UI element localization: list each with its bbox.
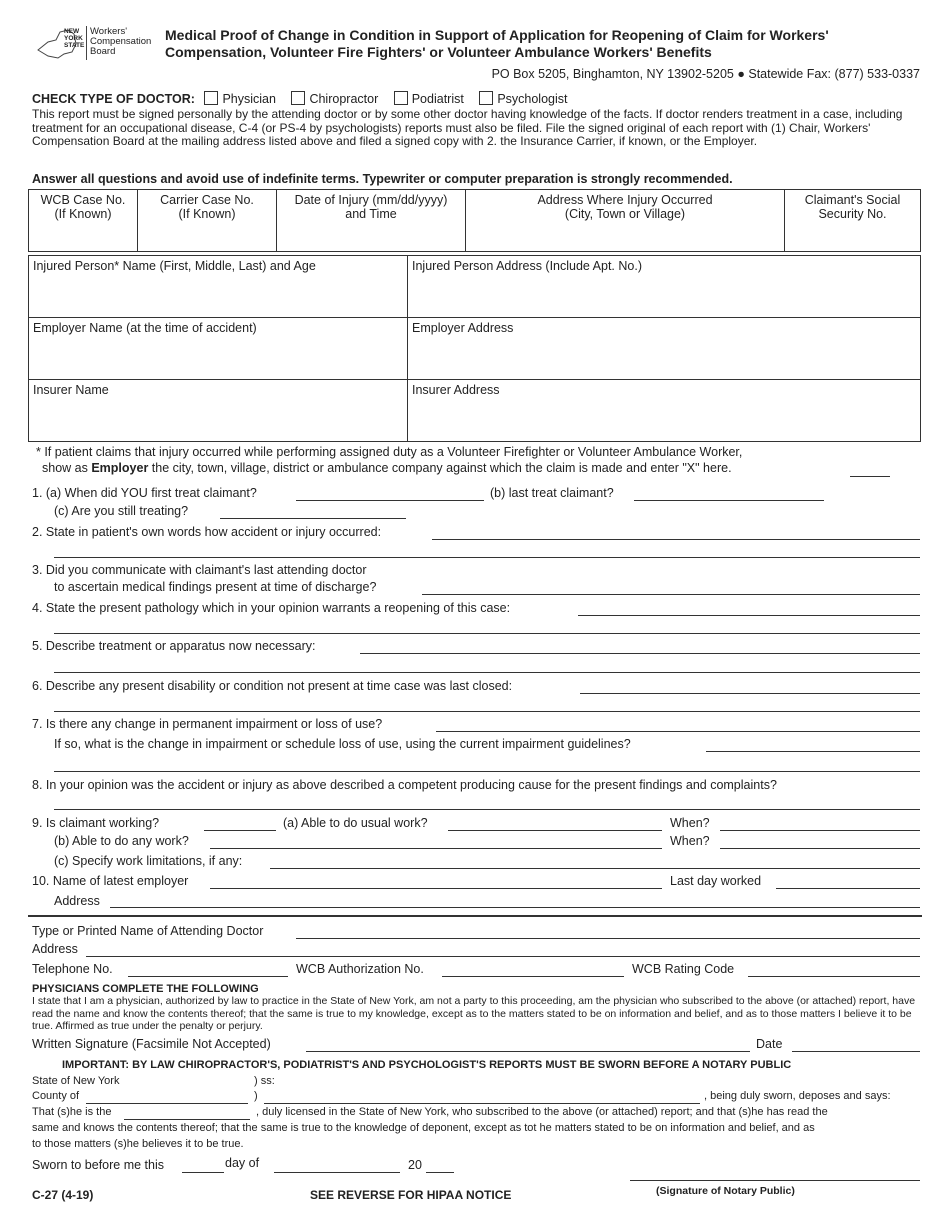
wcb-rating-label: WCB Rating Code <box>632 962 735 976</box>
q10-address-label: Address <box>54 894 100 908</box>
notary-signature-field[interactable] <box>630 1180 920 1181</box>
date-of-injury-sub: and Time <box>345 207 397 221</box>
q8-field[interactable] <box>54 809 920 810</box>
form-title: Medical Proof of Change in Condition in Support of Application for Reopening of Claim for Workers' Compensation, Volunteer Fire Fighters' or Volunteer Ambulance Workers' Benefits <box>165 27 829 60</box>
carrier-case-cell[interactable] <box>138 190 277 252</box>
q7b-field-1[interactable] <box>706 751 920 752</box>
q10-field[interactable] <box>210 888 662 889</box>
psychologist-label: Psychologist <box>497 92 568 106</box>
doctor-type-label: CHECK TYPE OF DOCTOR: <box>32 92 195 106</box>
q6-field-1[interactable] <box>580 693 920 694</box>
section-divider <box>28 915 922 917</box>
notary-line2: same and knows the contents thereof; that the same is true to the knowledge of deponent, except as tot he matters stated to be on information and belief, and as <box>32 1122 815 1134</box>
podiatrist-checkbox[interactable] <box>394 91 408 105</box>
q10-address-field[interactable] <box>110 907 920 908</box>
doctor-name-field[interactable] <box>296 938 920 939</box>
q1c-field[interactable] <box>220 518 406 519</box>
county-field[interactable] <box>86 1103 248 1104</box>
form-number: C-27 (4-19) <box>32 1188 94 1202</box>
telephone-field[interactable] <box>128 976 288 977</box>
doctor-address-label: Address <box>32 942 78 956</box>
q4-field-2[interactable] <box>54 633 920 634</box>
q2-label: 2. State in patient's own words how accident or injury occurred: <box>32 525 382 539</box>
footnote-pre: show as <box>42 461 92 475</box>
insurer-name-cell[interactable] <box>29 380 408 442</box>
wcb-case-sub: (If Known) <box>54 207 112 221</box>
ssn-cell[interactable] <box>785 190 921 252</box>
physicians-statement: I state that I am a physician, authorized by law to practice in the State of New York, am not a party to this proceeding, am the physician who subscribed to the above (or attached) report, have read the name and know the contents thereof; that the same is true to my knowledge, except as to the matters stated to be on information and belief, and as to those matters I believe it to be true. Affirmed as true under the penalty or perjury. <box>32 995 916 1032</box>
hipaa-notice: SEE REVERSE FOR HIPAA NOTICE <box>310 1188 512 1202</box>
wcb-case-label: WCB Case No. <box>40 193 126 207</box>
q1b-field[interactable] <box>634 500 824 501</box>
deponent-name-field[interactable] <box>264 1103 700 1104</box>
signature-field[interactable] <box>306 1051 750 1052</box>
insurer-name-label: Insurer Name <box>33 383 109 397</box>
insurer-address-label: Insurer Address <box>412 383 500 397</box>
psychologist-checkbox[interactable] <box>479 91 493 105</box>
q9a-label: (a) Able to do usual work? <box>283 816 428 830</box>
q7b-label: If so, what is the change in impairment or schedule loss of use, using the current impairment guidelines? <box>54 737 631 751</box>
when1-field[interactable] <box>720 830 920 831</box>
q7b-field-2[interactable] <box>54 771 920 772</box>
logo-state-1: NEW <box>64 28 80 35</box>
q4-field-1[interactable] <box>578 615 920 616</box>
sworn-month-field[interactable] <box>274 1172 400 1173</box>
employer-name-cell[interactable] <box>29 318 408 380</box>
signature-label: Written Signature (Facsimile Not Accepted) <box>32 1037 271 1051</box>
doctor-address-field[interactable] <box>86 956 920 957</box>
q9c-label: (c) Specify work limitations, if any: <box>54 854 243 868</box>
county-paren: ) <box>254 1090 258 1102</box>
q9b-field[interactable] <box>210 848 662 849</box>
date-label: Date <box>756 1037 783 1051</box>
when2-label: When? <box>670 834 710 848</box>
sworn-year-field[interactable] <box>426 1172 454 1173</box>
q2-field-1[interactable] <box>432 539 920 540</box>
parties-table <box>28 255 921 442</box>
q7-field[interactable] <box>436 731 920 732</box>
last-day-label: Last day worked <box>670 874 762 888</box>
footnote-post: the city, town, village, district or ambulance company against which the claim is made and enter "X" here. <box>148 461 732 475</box>
employer-address-label: Employer Address <box>412 321 514 335</box>
employer-address-cell[interactable] <box>408 318 921 380</box>
instruction-text: Answer all questions and avoid use of indefinite terms. Typewriter or computer preparation is strongly recommended. <box>32 172 733 186</box>
sworn-label: , being duly sworn, deposes and says: <box>704 1090 891 1102</box>
q9-field[interactable] <box>204 830 276 831</box>
board-address: PO Box 5205, Binghamton, NY 13902-5205 ● Statewide Fax: (877) 533-0337 <box>491 67 920 81</box>
q1a-label: 1. (a) When did YOU first treat claimant? <box>32 486 257 500</box>
year-prefix-label: 20 <box>408 1158 422 1172</box>
q6-field-2[interactable] <box>54 711 920 712</box>
wcb-rating-field[interactable] <box>748 976 920 977</box>
volunteer-x-field[interactable] <box>850 476 890 477</box>
date-of-injury-cell[interactable] <box>277 190 466 252</box>
notary-signature-label: (Signature of Notary Public) <box>656 1185 795 1197</box>
q1a-field[interactable] <box>296 500 484 501</box>
injury-address-cell[interactable] <box>466 190 785 252</box>
licensed-label: , duly licensed in the State of New York, who subscribed to the above (or attached) report; and that (s)he has read the <box>256 1106 828 1118</box>
q10-label: 10. Name of latest employer <box>32 874 189 888</box>
podiatrist-label: Podiatrist <box>411 92 464 106</box>
chiropractor-label: Chiropractor <box>309 92 379 106</box>
wcb-auth-field[interactable] <box>442 976 624 977</box>
date-of-injury-label: Date of Injury (mm/dd/yyyy) <box>294 193 448 207</box>
q5-field-2[interactable] <box>54 672 920 673</box>
employer-name-label: Employer Name (at the time of accident) <box>33 321 257 335</box>
q1b-label: (b) last treat claimant? <box>490 486 614 500</box>
physicians-heading: PHYSICIANS COMPLETE THE FOLLOWING <box>32 983 259 995</box>
q8-label: 8. In your opinion was the accident or injury as above described a competent producing cause for the present findings and complaints? <box>32 778 777 792</box>
county-label: County of <box>32 1090 80 1102</box>
q7-label: 7. Is there any change in permanent impairment or loss of use? <box>32 717 383 731</box>
ssn-sub: Security No. <box>818 207 887 221</box>
physician-checkbox[interactable] <box>204 91 218 105</box>
insurer-address-cell[interactable] <box>408 380 921 442</box>
notary-line3: to those matters (s)he believes it to be true. <box>32 1138 244 1150</box>
last-day-field[interactable] <box>776 888 920 889</box>
q3a-label: 3. Did you communicate with claimant's last attending doctor <box>32 563 367 577</box>
wcb-case-cell[interactable] <box>29 190 138 252</box>
q9a-field[interactable] <box>448 830 662 831</box>
profession-field[interactable] <box>124 1119 250 1120</box>
logo-state-2: YORK <box>64 35 83 42</box>
that-label: That (s)he is the <box>32 1106 112 1118</box>
injured-address-cell[interactable] <box>408 256 921 318</box>
injured-address-label: Injured Person Address (Include Apt. No.) <box>412 259 642 273</box>
carrier-case-sub: (If Known) <box>178 207 236 221</box>
date-field[interactable] <box>792 1051 920 1052</box>
wcb-auth-label: WCB Authorization No. <box>296 962 424 976</box>
injured-name-cell[interactable] <box>29 256 408 318</box>
day-of-label: day of <box>225 1156 260 1170</box>
injured-name-label: Injured Person* Name (First, Middle, Last) and Age <box>33 259 316 273</box>
ss-label: ) ss: <box>254 1075 275 1087</box>
footnote-line1: * If patient claims that injury occurred while performing assigned duty as a Volunteer Firefighter or Volunteer Ambulance Worker, <box>36 445 743 459</box>
q3-field[interactable] <box>422 594 920 595</box>
telephone-label: Telephone No. <box>32 962 113 976</box>
case-info-table <box>28 189 921 252</box>
q9b-label: (b) Able to do any work? <box>54 834 189 848</box>
q9-label: 9. Is claimant working? <box>32 816 160 830</box>
q5-field-1[interactable] <box>360 653 920 654</box>
q4-label: 4. State the present pathology which in your opinion warrants a reopening of this case: <box>32 601 511 615</box>
injury-address-label: Address Where Injury Occurred <box>537 193 713 207</box>
intro-text: This report must be signed personally by the attending doctor or by some other doctor having knowledge of the facts. If doctor renders treatment in a case, including treatment for an occupational disease, C-4 (or PS-4 by psychologists) reports must also be filed. File the signed original of each report with (1) Chair, Workers' Compensation Board at the mailing address listed above and filed a signed copy with 2. the Insurance Carrier, if known, or the Employer. <box>32 107 903 148</box>
when1-label: When? <box>670 816 710 830</box>
nys-logo <box>34 24 152 62</box>
doctor-name-label: Type or Printed Name of Attending Doctor <box>32 924 264 938</box>
logo-agency: Workers' Compensation Board <box>90 26 152 57</box>
physician-label: Physician <box>222 92 276 106</box>
when2-field[interactable] <box>720 848 920 849</box>
sworn-day-field[interactable] <box>182 1172 224 1173</box>
carrier-case-label: Carrier Case No. <box>160 193 254 207</box>
q1c-label: (c) Are you still treating? <box>54 504 189 518</box>
chiropractor-checkbox[interactable] <box>291 91 305 105</box>
notary-important: IMPORTANT: BY LAW CHIROPRACTOR'S, PODIATRIST'S AND PSYCHOLOGIST'S REPORTS MUST BE SWORN BEFORE A NOTARY PUBLIC <box>62 1059 792 1071</box>
q5-label: 5. Describe treatment or apparatus now necessary: <box>32 639 316 653</box>
sworn-before-label: Sworn to before me this <box>32 1158 165 1172</box>
logo-state-3: STATE <box>64 42 85 49</box>
footnote-line2 <box>42 461 732 475</box>
ssn-label: Claimant's Social <box>804 193 901 207</box>
q9c-field[interactable] <box>270 868 920 869</box>
q3b-label: to ascertain medical findings present at time of discharge? <box>54 580 377 594</box>
injury-address-sub: (City, Town or Village) <box>564 207 686 221</box>
footnote-bold: Employer <box>91 461 149 475</box>
doctor-type-row <box>32 91 568 106</box>
q6-label: 6. Describe any present disability or condition not present at time case was last closed: <box>32 679 513 693</box>
q2-field-2[interactable] <box>54 557 920 558</box>
state-label: State of New York <box>32 1075 120 1087</box>
